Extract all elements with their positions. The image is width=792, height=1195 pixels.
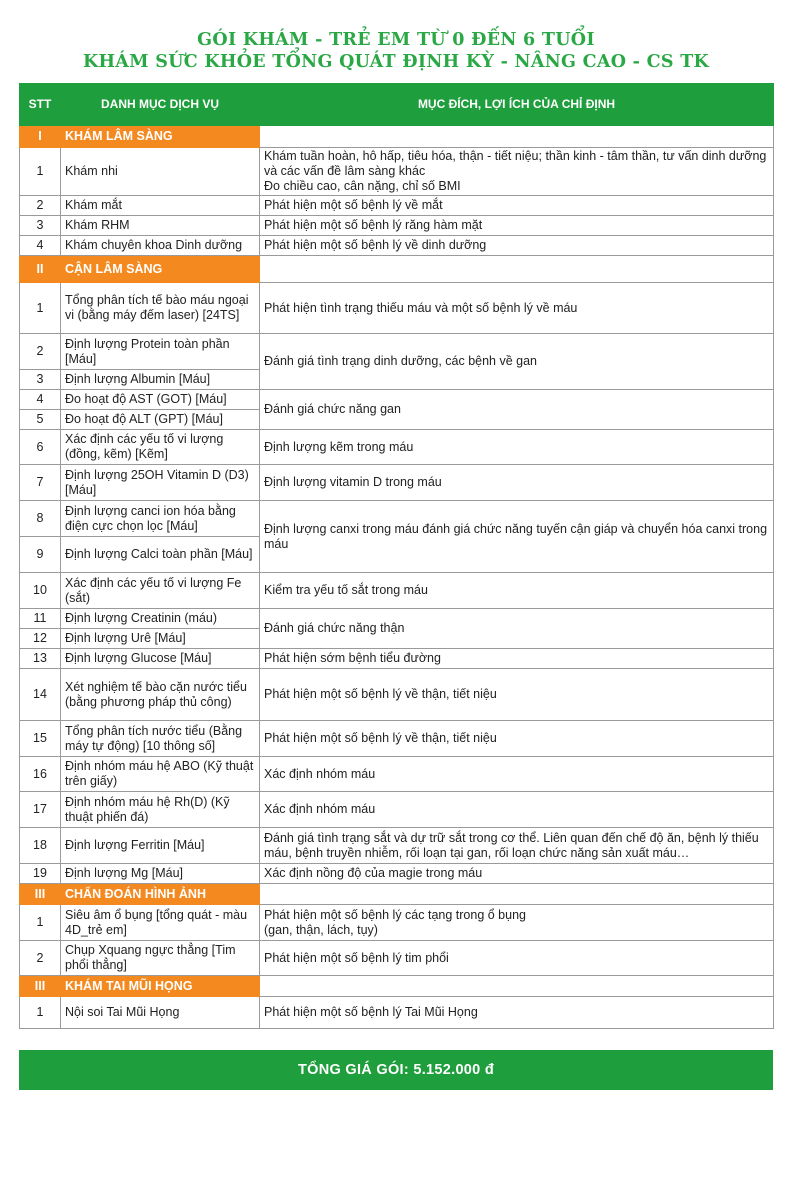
- section-number: III: [20, 884, 61, 905]
- total-price: TỔNG GIÁ GÓI: 5.152.000 đ: [19, 1050, 773, 1090]
- table-row: [20, 669, 774, 721]
- row-stt: 1: [20, 283, 61, 334]
- section-number: I: [20, 126, 61, 148]
- table-row: [20, 757, 774, 792]
- row-stt: 8: [20, 501, 61, 537]
- row-stt: 10: [20, 573, 61, 609]
- table-row: [20, 283, 774, 334]
- row-stt: 3: [20, 370, 61, 390]
- row-purpose: Xác định nhóm máu: [260, 757, 774, 792]
- service-table: [19, 83, 774, 1029]
- row-service: Định lượng Calci toàn phần [Máu]: [61, 537, 260, 573]
- table-row: [20, 148, 774, 196]
- section-blank: [260, 884, 774, 905]
- row-stt: 1: [20, 997, 61, 1029]
- table-row: [20, 997, 774, 1029]
- section-number: III: [20, 976, 61, 997]
- row-stt: 9: [20, 537, 61, 573]
- row-stt: 4: [20, 236, 61, 256]
- section-title: KHÁM TAI MŨI HỌNG: [61, 976, 260, 997]
- row-purpose: Đánh giá tình trạng dinh dưỡng, các bệnh về gan: [260, 334, 774, 390]
- table-row: [20, 573, 774, 609]
- table-row: [20, 390, 774, 410]
- row-service: Tổng phân tích nước tiểu (Bằng máy tự động) [10 thông số]: [61, 721, 260, 757]
- row-purpose: Định lượng vitamin D trong máu: [260, 465, 774, 501]
- row-stt: 5: [20, 410, 61, 430]
- row-stt: 7: [20, 465, 61, 501]
- row-service: Định lượng 25OH Vitamin D (D3) [Máu]: [61, 465, 260, 501]
- table-row: [20, 465, 774, 501]
- row-stt: 13: [20, 649, 61, 669]
- table-row: [20, 721, 774, 757]
- header-service: DANH MỤC DỊCH VỤ: [61, 84, 260, 126]
- row-purpose: Định lượng canxi trong máu đánh giá chức năng tuyến cận giáp và chuyển hóa canxi trong máu: [260, 501, 774, 573]
- section-header: [20, 976, 774, 997]
- row-stt: 2: [20, 334, 61, 370]
- row-service: Siêu âm ổ bụng [tổng quát - màu 4D_trẻ em]: [61, 905, 260, 941]
- row-purpose: Phát hiện một số bệnh lý răng hàm mặt: [260, 216, 774, 236]
- table-row: [20, 196, 774, 216]
- section-blank: [260, 256, 774, 283]
- section-blank: [260, 126, 774, 148]
- row-service: Định nhóm máu hệ ABO (Kỹ thuật trên giấy): [61, 757, 260, 792]
- section-header: [20, 126, 774, 148]
- row-stt: 4: [20, 390, 61, 410]
- row-service: Định lượng Albumin [Máu]: [61, 370, 260, 390]
- table-row: [20, 430, 774, 465]
- row-service: Khám chuyên khoa Dinh dưỡng: [61, 236, 260, 256]
- table-row: [20, 216, 774, 236]
- row-stt: 3: [20, 216, 61, 236]
- header-purpose: MỤC ĐÍCH, LỢI ÍCH CỦA CHỈ ĐỊNH: [260, 84, 774, 126]
- row-purpose: Kiểm tra yếu tố sắt trong máu: [260, 573, 774, 609]
- section-header: [20, 256, 774, 283]
- row-service: Nội soi Tai Mũi Họng: [61, 997, 260, 1029]
- row-purpose: Đánh giá tình trạng sắt và dự trữ sắt trong cơ thể. Liên quan đến chế độ ăn, bệnh lý thiếu máu, bệnh truyền nhiễm, rối loạn tại gan, rối loạn chức năng sản xuất máu…: [260, 828, 774, 864]
- section-blank: [260, 976, 774, 997]
- page-subtitle: KHÁM SỨC KHỎE TỔNG QUÁT ĐỊNH KỲ - NÂNG CAO - CS TK: [82, 52, 710, 72]
- row-purpose: Phát hiện một số bệnh lý về thận, tiết niệu: [260, 721, 774, 757]
- row-service: Định nhóm máu hệ Rh(D) (Kỹ thuật phiến đá): [61, 792, 260, 828]
- row-stt: 19: [20, 864, 61, 884]
- row-stt: 15: [20, 721, 61, 757]
- row-service: Định lượng Ferritin [Máu]: [61, 828, 260, 864]
- row-stt: 17: [20, 792, 61, 828]
- table-row: [20, 905, 774, 941]
- row-stt: 2: [20, 196, 61, 216]
- section-title: KHÁM LÂM SÀNG: [61, 126, 260, 148]
- table-row: [20, 828, 774, 864]
- row-stt: 16: [20, 757, 61, 792]
- row-purpose: Phát hiện tình trạng thiếu máu và một số bệnh lý về máu: [260, 283, 774, 334]
- row-service: Xác định các yếu tố vi lượng Fe (sắt): [61, 573, 260, 609]
- row-purpose: Đánh giá chức năng gan: [260, 390, 774, 430]
- row-service: Định lượng Urê [Máu]: [61, 629, 260, 649]
- table-row: [20, 236, 774, 256]
- row-purpose: Phát hiện một số bệnh lý Tai Mũi Họng: [260, 997, 774, 1029]
- row-stt: 14: [20, 669, 61, 721]
- row-purpose: Xác định nồng độ của magie trong máu: [260, 864, 774, 884]
- row-service: Tổng phân tích tế bào máu ngoại vi (bằng máy đếm laser) [24TS]: [61, 283, 260, 334]
- header-stt: STT: [20, 84, 61, 126]
- row-service: Khám nhi: [61, 148, 260, 196]
- table-row: [20, 649, 774, 669]
- table-row: [20, 501, 774, 537]
- row-purpose: Phát hiện một số bệnh lý về dinh dưỡng: [260, 236, 774, 256]
- table-body: [20, 126, 774, 1029]
- row-purpose: Phát hiện một số bệnh lý về mắt: [260, 196, 774, 216]
- row-purpose: Đánh giá chức năng thận: [260, 609, 774, 649]
- section-header: [20, 884, 774, 905]
- row-service: Khám RHM: [61, 216, 260, 236]
- row-service: Đo hoạt độ ALT (GPT) [Máu]: [61, 410, 260, 430]
- row-purpose: Phát hiện sớm bệnh tiểu đường: [260, 649, 774, 669]
- row-service: Khám mắt: [61, 196, 260, 216]
- row-service: Xác định các yếu tố vi lượng (đồng, kẽm) [Kẽm]: [61, 430, 260, 465]
- row-service: Định lượng Glucose [Máu]: [61, 649, 260, 669]
- table-row: [20, 334, 774, 370]
- row-purpose: Định lượng kẽm trong máu: [260, 430, 774, 465]
- table-row: [20, 609, 774, 629]
- row-purpose: Phát hiện một số bệnh lý về thận, tiết niệu: [260, 669, 774, 721]
- page-title: GÓI KHÁM - TRẺ EM TỪ 0 ĐẾN 6 TUỔI: [197, 30, 595, 50]
- row-service: Định lượng Creatinin (máu): [61, 609, 260, 629]
- row-stt: 2: [20, 941, 61, 976]
- row-service: Xét nghiệm tế bào cặn nước tiểu (bằng phương pháp thủ công): [61, 669, 260, 721]
- row-purpose: Khám tuần hoàn, hô hấp, tiêu hóa, thận - tiết niệu; thần kinh - tâm thần, tư vấn dinh dưỡng và các vấn đề lâm sàng khác Đo chiều cao, cân nặng, chỉ số BMI: [260, 148, 774, 196]
- table-row: [20, 864, 774, 884]
- section-number: II: [20, 256, 61, 283]
- table-row: [20, 941, 774, 976]
- section-title: CHẨN ĐOÁN HÌNH ẢNH: [61, 884, 260, 905]
- row-purpose: Xác định nhóm máu: [260, 792, 774, 828]
- row-purpose: Phát hiện một số bệnh lý các tạng trong ổ bụng (gan, thận, lách, tụy): [260, 905, 774, 941]
- table-row: [20, 792, 774, 828]
- row-stt: 1: [20, 905, 61, 941]
- row-purpose: Phát hiện một số bệnh lý tim phổi: [260, 941, 774, 976]
- row-stt: 1: [20, 148, 61, 196]
- row-service: Đo hoạt độ AST (GOT) [Máu]: [61, 390, 260, 410]
- row-stt: 6: [20, 430, 61, 465]
- row-stt: 12: [20, 629, 61, 649]
- section-title: CẬN LÂM SÀNG: [61, 256, 260, 283]
- row-stt: 11: [20, 609, 61, 629]
- row-service: Định lượng Protein toàn phần [Máu]: [61, 334, 260, 370]
- row-service: Định lượng canci ion hóa bằng điện cực chọn lọc [Máu]: [61, 501, 260, 537]
- row-stt: 18: [20, 828, 61, 864]
- row-service: Chụp Xquang ngực thẳng [Tim phổi thẳng]: [61, 941, 260, 976]
- row-service: Định lượng Mg [Máu]: [61, 864, 260, 884]
